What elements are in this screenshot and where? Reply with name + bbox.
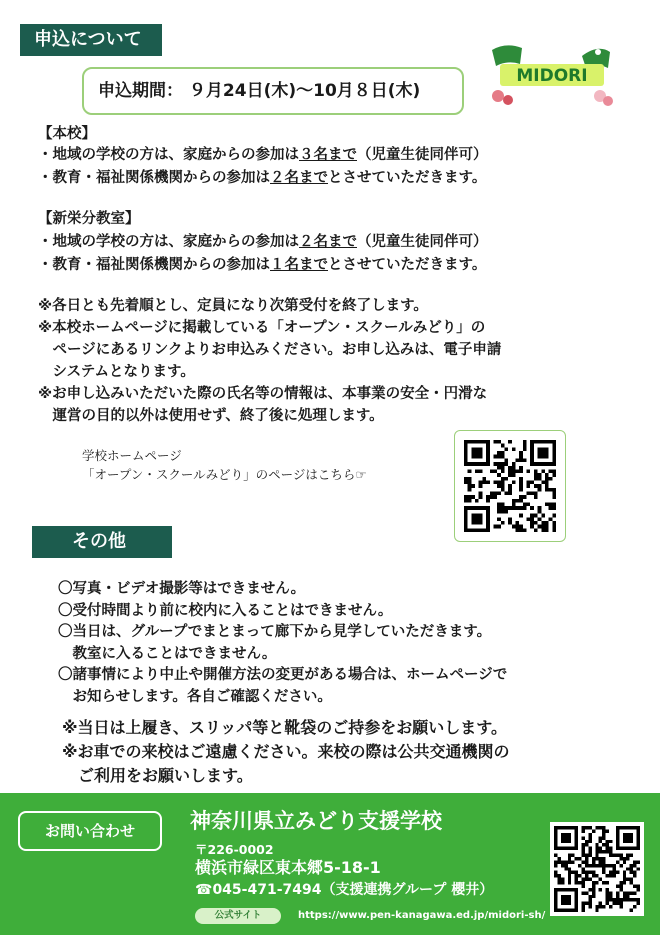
contact-badge xyxy=(18,811,162,851)
section-header-application: 申込について xyxy=(20,24,162,56)
note-line: ※お申し込みいただいた際の氏名等の情報は、本事業の安全・円滑な xyxy=(38,386,488,402)
other-items xyxy=(58,579,507,708)
branch-title: 【新栄分教室】 xyxy=(38,211,140,227)
midori-logo xyxy=(486,38,616,108)
application-period: 申込期間： ９月24日(木)～10月８日(木) xyxy=(82,67,464,115)
other-item: 〇受付時間より前に校内に入ることはできません。 xyxy=(58,602,393,619)
other-item: 〇写真・ビデオ撮影等はできません。 xyxy=(58,581,306,597)
note-line: 運営の目的以外は使用せず、終了後に処理します。 xyxy=(38,408,384,424)
address: 横浜市緑区東本郷5-18-1 xyxy=(195,858,381,877)
main-school-line-2 xyxy=(38,168,486,189)
note-line: ページにあるリンクよりお申込みください。お申し込みは、電子申請 xyxy=(38,342,502,358)
school-name: 神奈川県立みどり支援学校 xyxy=(190,809,442,833)
text: ・教育・福祉関係機関からの参加は xyxy=(38,170,270,186)
other-note: ※お車での来校はご遠慮ください。来校の際は公共交通機関の xyxy=(62,742,510,761)
other-notes xyxy=(62,716,510,788)
notes xyxy=(38,295,501,427)
site-url-link[interactable]: https://www.pen-kanagawa.ed.jp/midori-sh/ xyxy=(298,910,546,921)
official-site-badge: 公式サイト xyxy=(195,908,281,924)
other-item: お知らせします。各自ご確認ください。 xyxy=(58,688,332,705)
phone: ☎045-471-7494（支援連携グループ 櫻井） xyxy=(195,882,494,898)
other-item: 〇諸事情により中止や開催方法の変更がある場合は、ホームページで xyxy=(58,667,508,683)
other-item: 〇当日は、グループでまとまって廊下から見学していただきます。 xyxy=(58,624,492,640)
note-line: ※各日とも先着順とし、定員になり次第受付を終了します。 xyxy=(38,298,428,314)
section-header-other: その他 xyxy=(32,526,172,558)
qr-code-homepage[interactable] xyxy=(454,430,566,542)
note-line: ※本校ホームページに掲載している「オープン・スクールみどり」の xyxy=(38,320,486,336)
branch-line-1 xyxy=(38,232,488,253)
other-note: ※当日は上履き、スリッパ等と靴袋のご持参をお願いします。 xyxy=(62,718,507,737)
main-school-title: 【本校】 xyxy=(38,126,96,142)
svg-text:MIDORI: MIDORI xyxy=(516,66,588,86)
text: ・地域の学校の方は、家庭からの参加は xyxy=(38,234,299,250)
homepage-line-1: 学校ホームページ xyxy=(82,448,182,463)
note-line: システムとなります。 xyxy=(38,364,195,380)
text: （児童生徒同伴可） xyxy=(357,234,488,250)
text: ・教育・福祉関係機関からの参加は xyxy=(38,257,270,273)
limit: １名まで xyxy=(270,257,328,273)
other-item: 教室に入ることはできません。 xyxy=(58,645,277,662)
text: ・地域の学校の方は、家庭からの参加は xyxy=(38,147,299,163)
qr-code-site[interactable] xyxy=(550,822,644,916)
limit: ３名まで xyxy=(299,147,357,163)
text: とさせていただきます。 xyxy=(328,257,487,273)
limit: ２名まで xyxy=(270,170,328,186)
main-school-line-1 xyxy=(38,145,488,166)
branch-line-2 xyxy=(38,255,486,276)
postal-code: 〒226-0002 xyxy=(195,842,274,857)
homepage-link-text[interactable]: 「オープン・スクールみどり」のページはこちら☞ xyxy=(82,467,367,482)
contact-label: お問い合わせ xyxy=(20,813,160,849)
other-note: ご利用をお願いします。 xyxy=(62,766,253,785)
text: （児童生徒同伴可） xyxy=(357,147,488,163)
text: とさせていただきます。 xyxy=(328,170,487,186)
limit: ２名まで xyxy=(299,234,357,250)
